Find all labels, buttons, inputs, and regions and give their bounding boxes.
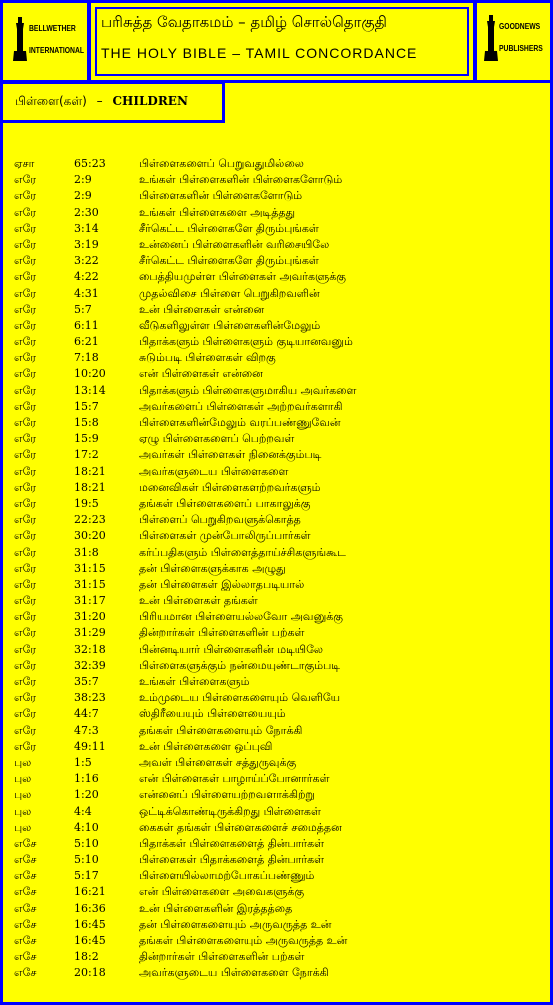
entry-text: உன் பிள்ளைகளின் இரத்தத்தை (139, 901, 293, 915)
list-item (14, 399, 544, 415)
entry-book: எரே (14, 302, 37, 316)
entry-book: எரே (14, 173, 37, 187)
list-item (14, 496, 544, 512)
entry-text: அவர்களைப் பிள்ளைகள் அற்றவர்களாகி (139, 399, 343, 413)
entry-reference: 1:20 (74, 788, 99, 802)
entry-reference: 31:17 (74, 594, 106, 608)
entry-book: எரே (14, 221, 37, 235)
goodnews-logo (474, 0, 553, 83)
entry-text: ஸ்திரீயையும் பிள்ளையையும் (139, 707, 286, 721)
entry-text: ஏழு பிள்ளைகளைப் பெற்றவள் (139, 432, 295, 446)
entry-reference: 3:22 (74, 254, 99, 268)
entry-reference: 15:7 (74, 399, 99, 413)
list-item (14, 884, 544, 900)
entry-text: பிரியமான பிள்ளையல்லவோ அவனுக்கு (139, 610, 343, 624)
entry-reference: 38:23 (74, 691, 106, 705)
entry-text: என் பிள்ளைகள் பாழாய்ப்போனார்கள் (139, 772, 330, 786)
entry-reference: 19:5 (74, 496, 99, 510)
list-item (14, 755, 544, 771)
left-logo-line2: INTERNATIONAL (29, 46, 85, 55)
entry-reference: 1:16 (74, 772, 99, 786)
entry-book: எரே (14, 545, 37, 559)
list-item (14, 269, 544, 285)
entry-reference: 20:18 (74, 966, 106, 980)
entry-book: எரே (14, 675, 37, 688)
entry-text: உங்கள் பிள்ளைகளும் (139, 675, 250, 688)
entry-book: எரே (14, 691, 37, 705)
entry-book: எரே (14, 480, 37, 494)
list-item (14, 561, 544, 577)
section-english: CHILDREN (112, 94, 188, 108)
list-item (14, 415, 544, 431)
entry-text: பிள்ளைப் பெறுகிறவளுக்கொத்த (139, 513, 301, 527)
entry-text: மனைவிகள் பிள்ளைகளற்றவர்களும் (139, 480, 321, 494)
entry-text: தங்கள் பிள்ளைகளையும் அருவருத்த உன் (139, 934, 348, 947)
right-logo-line2: PUBLISHERS (499, 44, 543, 53)
list-item (14, 334, 544, 350)
entry-reference: 5:17 (74, 869, 99, 883)
entry-reference: 44:7 (74, 707, 99, 721)
list-item (14, 188, 544, 204)
entry-reference: 47:3 (74, 723, 99, 737)
entry-book: எரே (14, 658, 37, 672)
bellwether-logo (0, 0, 90, 83)
entry-book: எசே (14, 966, 37, 980)
entry-text: உன் பிள்ளைகளை ஒப்புவி (139, 739, 273, 753)
list-item (14, 512, 544, 528)
list-item (14, 836, 544, 852)
entry-book: ஏசா (14, 157, 35, 170)
entry-book: எசே (14, 869, 37, 883)
entry-text: கர்ப்பதிகளும் பிள்ளைத்தாய்ச்சிகளுங்கூட (139, 545, 346, 559)
entry-text: என் பிள்ளைகளை அவைகளுக்கு (139, 885, 305, 899)
list-item (14, 302, 544, 318)
entry-book: எரே (14, 561, 37, 575)
entry-text: என்னைப் பிள்ளையற்றவளாக்கிற்று (139, 788, 315, 802)
entry-reference: 4:31 (74, 286, 99, 300)
list-item (14, 852, 544, 868)
entry-text: அவர்களுடைய பிள்ளைகளை (139, 464, 289, 478)
entry-text: ஒட்டிக்கொண்டிருக்கிறது பிள்ளைகள் (139, 804, 321, 818)
entry-reference: 31:20 (74, 610, 106, 624)
entry-text: தங்கள் பிள்ளைகளையும் நோக்கி (139, 723, 303, 737)
entry-text: சீர்கெட்ட பிள்ளைகளே திரும்புங்கள் (139, 254, 319, 268)
entry-reference: 5:10 (74, 853, 99, 867)
entry-reference: 3:19 (74, 237, 99, 251)
entry-reference: 4:22 (74, 270, 99, 284)
section-tamil: பிள்ளை(கள்) (15, 94, 87, 108)
entry-book: எரே (14, 513, 37, 527)
list-item (14, 577, 544, 593)
list-item (14, 949, 544, 965)
entry-text: தின்றார்கள் பிள்ளைகளின் பற்கள் (139, 950, 305, 964)
entry-reference: 16:45 (74, 934, 106, 947)
entry-book: புல (14, 755, 32, 769)
entry-book: எரே (14, 496, 37, 510)
entry-book: எரே (14, 189, 37, 203)
list-item (14, 706, 544, 722)
entry-reference: 35:7 (74, 675, 99, 688)
left-logo-line1: BELLWETHER (29, 24, 76, 33)
entry-text: உங்கள் பிள்ளைகளை அடித்தது (139, 205, 296, 219)
title-panel (88, 0, 476, 83)
entry-book: எசே (14, 917, 37, 931)
entry-book: எரே (14, 254, 37, 268)
list-item (14, 625, 544, 641)
entry-text: என் பிள்ளைகள் என்னை (139, 367, 263, 381)
list-item (14, 237, 544, 253)
section-heading (15, 94, 188, 110)
list-item (14, 464, 544, 480)
list-item (14, 480, 544, 496)
list-item (14, 253, 544, 269)
entry-reference: 65:23 (74, 157, 106, 170)
list-item (14, 593, 544, 609)
entry-reference: 22:23 (74, 513, 106, 527)
list-item (14, 528, 544, 544)
list-item (14, 366, 544, 382)
entry-reference: 5:10 (74, 836, 99, 850)
entry-reference: 13:14 (74, 383, 106, 397)
entry-text: சீர்கெட்ட பிள்ளைகளே திரும்புங்கள் (139, 221, 319, 235)
entry-reference: 6:11 (74, 318, 99, 332)
entry-reference: 31:15 (74, 561, 106, 575)
section-dash: – (96, 94, 103, 108)
entry-text: பிதாக்களும் பிள்ளைகளுமாகிய அவர்களை (139, 383, 357, 397)
entry-reference: 4:10 (74, 820, 99, 834)
entry-reference: 15:9 (74, 432, 99, 446)
section-heading-box (0, 81, 225, 123)
entry-text: பிள்ளைகளின்மேலும் வரப்பண்ணுவேன் (139, 416, 341, 429)
entry-book: எரே (14, 642, 37, 656)
list-item (14, 917, 544, 933)
list-item (14, 739, 544, 755)
list-item (14, 965, 544, 981)
entry-reference: 2:9 (74, 189, 92, 203)
entry-book: எரே (14, 707, 37, 721)
entry-text: அவர்கள் பிள்ளைகள் நினைக்கும்படி (139, 448, 322, 462)
entry-reference: 3:14 (74, 221, 99, 235)
entry-book: எரே (14, 367, 37, 381)
entry-reference: 32:39 (74, 658, 106, 672)
entry-text: பிள்ளைகள் முன்போலிருப்பார்கள் (139, 529, 311, 543)
list-item (14, 447, 544, 463)
list-item (14, 771, 544, 787)
entry-book: எசே (14, 853, 37, 867)
entry-reference: 32:18 (74, 642, 106, 656)
entry-text: பிள்ளைகளுக்கும் நன்மையுண்டாகும்படி (139, 658, 341, 672)
entry-text: சுடும்படி பிள்ளைகள் விறகு (139, 351, 276, 365)
entry-reference: 18:2 (74, 950, 99, 964)
list-item (14, 868, 544, 884)
list-item (14, 286, 544, 302)
entry-reference: 16:36 (74, 901, 106, 915)
entry-book: எசே (14, 885, 37, 899)
entry-book: எசே (14, 836, 37, 850)
entry-book: எரே (14, 464, 37, 478)
list-item (14, 658, 544, 674)
entry-reference: 18:21 (74, 480, 106, 494)
entry-text: உன் பிள்ளைகள் என்னை (139, 302, 265, 316)
tower-icon (13, 17, 27, 61)
list-item (14, 431, 544, 447)
list-item (14, 723, 544, 739)
entry-book: புல (14, 788, 32, 802)
entry-text: பிதாக்களும் பிள்ளைகளும் குடியானவனும் (139, 335, 353, 349)
entry-book: எரே (14, 723, 37, 737)
entry-book: எரே (14, 399, 37, 413)
tower-icon (484, 15, 498, 61)
entry-book: எரே (14, 529, 37, 543)
entry-book: எரே (14, 237, 37, 251)
entry-book: எரே (14, 610, 37, 624)
entry-book: புல (14, 772, 32, 786)
entry-book: எரே (14, 318, 37, 332)
entry-text: பிள்ளைகள் பிதாக்களைத் தின்பார்கள் (139, 853, 325, 867)
entry-book: எரே (14, 432, 37, 446)
entry-book: புல (14, 820, 32, 834)
list-item (14, 642, 544, 658)
entry-text: தன் பிள்ளைகள் இல்லாதபடியால் (139, 577, 305, 591)
entry-book: எசே (14, 901, 37, 915)
entry-book: எரே (14, 594, 37, 608)
entry-text: உன் பிள்ளைகள் தங்கள் (139, 594, 258, 608)
list-item (14, 156, 544, 172)
entry-book: எரே (14, 416, 37, 429)
title-english: THE HOLY BIBLE – TAMIL CONCORDANCE (101, 45, 418, 61)
entry-reference: 1:5 (74, 755, 92, 769)
entry-text: தங்கள் பிள்ளைகளைப் பாகாலுக்கு (139, 496, 311, 510)
entry-book: எரே (14, 577, 37, 591)
entry-reference: 6:21 (74, 335, 99, 349)
entry-book: எசே (14, 950, 37, 964)
entry-text: கைகள் தங்கள் பிள்ளைகளைச் சமைத்தன (139, 820, 342, 834)
entry-text: பைத்தியமுள்ள பிள்ளைகள் அவர்களுக்கு (139, 270, 346, 284)
list-item (14, 690, 544, 706)
list-item (14, 545, 544, 561)
entry-text: உம்முடைய பிள்ளைகளையும் வெளியே (139, 691, 341, 705)
list-item (14, 205, 544, 221)
entry-text: பின்னடியார் பிள்ளைகளின் மடியிலே (139, 642, 324, 656)
list-item (14, 820, 544, 836)
title-tamil: பரிசுத்த வேதாகமம் – தமிழ் சொல்தொகுதி (101, 13, 387, 31)
entry-text: உன்னைப் பிள்ளைகளின் வரிசையிலே (139, 237, 330, 251)
entry-text: தின்றார்கள் பிள்ளைகளின் பற்கள் (139, 626, 305, 640)
entry-text: அவள் பிள்ளைகள் சத்துருவுக்கு (139, 755, 297, 769)
entry-text: பிள்ளைகளைப் பெறுவதுமில்லை (139, 157, 304, 170)
list-item (14, 383, 544, 399)
entry-reference: 15:8 (74, 416, 99, 429)
entry-reference: 31:29 (74, 626, 106, 640)
entry-book: எரே (14, 351, 37, 365)
concordance-list (14, 156, 544, 982)
list-item (14, 172, 544, 188)
entry-book: எரே (14, 626, 37, 640)
entry-text: பிதாக்கள் பிள்ளைகளைத் தின்பார்கள் (139, 836, 325, 850)
entry-reference: 49:11 (74, 739, 106, 753)
entry-book: எரே (14, 335, 37, 349)
list-item (14, 933, 544, 949)
entry-book: எரே (14, 286, 37, 300)
entry-book: புல (14, 804, 32, 818)
entry-book: எரே (14, 739, 37, 753)
list-item (14, 609, 544, 625)
entry-text: முதல்விசை பிள்ளை பெறுகிறவளின் (139, 286, 320, 300)
list-item (14, 221, 544, 237)
list-item (14, 787, 544, 803)
entry-reference: 16:45 (74, 917, 106, 931)
entry-text: பிள்ளையில்லாமற்போகப்பண்ணும் (139, 869, 315, 883)
entry-text: வீடுகளிலுள்ள பிள்ளைகளின்மேலும் (139, 318, 321, 332)
entry-text: தன் பிள்ளைகளையும் அருவருத்த உன் (139, 917, 332, 931)
entry-text: உங்கள் பிள்ளைகளின் பிள்ளைகளோடும் (139, 173, 343, 187)
list-item (14, 804, 544, 820)
entry-book: எரே (14, 270, 37, 284)
entry-reference: 16:21 (74, 885, 106, 899)
list-item (14, 350, 544, 366)
right-logo-line1: GOODNEWS (499, 22, 541, 31)
entry-reference: 5:7 (74, 302, 92, 316)
entry-reference: 10:20 (74, 367, 106, 381)
entry-book: எரே (14, 448, 37, 462)
entry-reference: 2:30 (74, 205, 99, 219)
list-item (14, 674, 544, 690)
entry-book: எரே (14, 205, 37, 219)
entry-reference: 2:9 (74, 173, 92, 187)
entry-reference: 17:2 (74, 448, 99, 462)
entry-reference: 31:15 (74, 577, 106, 591)
entry-book: எரே (14, 383, 37, 397)
entry-text: தன் பிள்ளைகளுக்காக அழுது (139, 561, 286, 575)
entry-reference: 30:20 (74, 529, 106, 543)
entry-text: அவர்களுடைய பிள்ளைகளை நோக்கி (139, 966, 329, 980)
entry-reference: 31:8 (74, 545, 99, 559)
entry-reference: 18:21 (74, 464, 106, 478)
entry-reference: 4:4 (74, 804, 92, 818)
entry-text: பிள்ளைகளின் பிள்ளைகளோடும் (139, 189, 303, 203)
entry-reference: 7:18 (74, 351, 99, 365)
list-item (14, 318, 544, 334)
list-item (14, 901, 544, 917)
entry-book: எசே (14, 934, 37, 947)
